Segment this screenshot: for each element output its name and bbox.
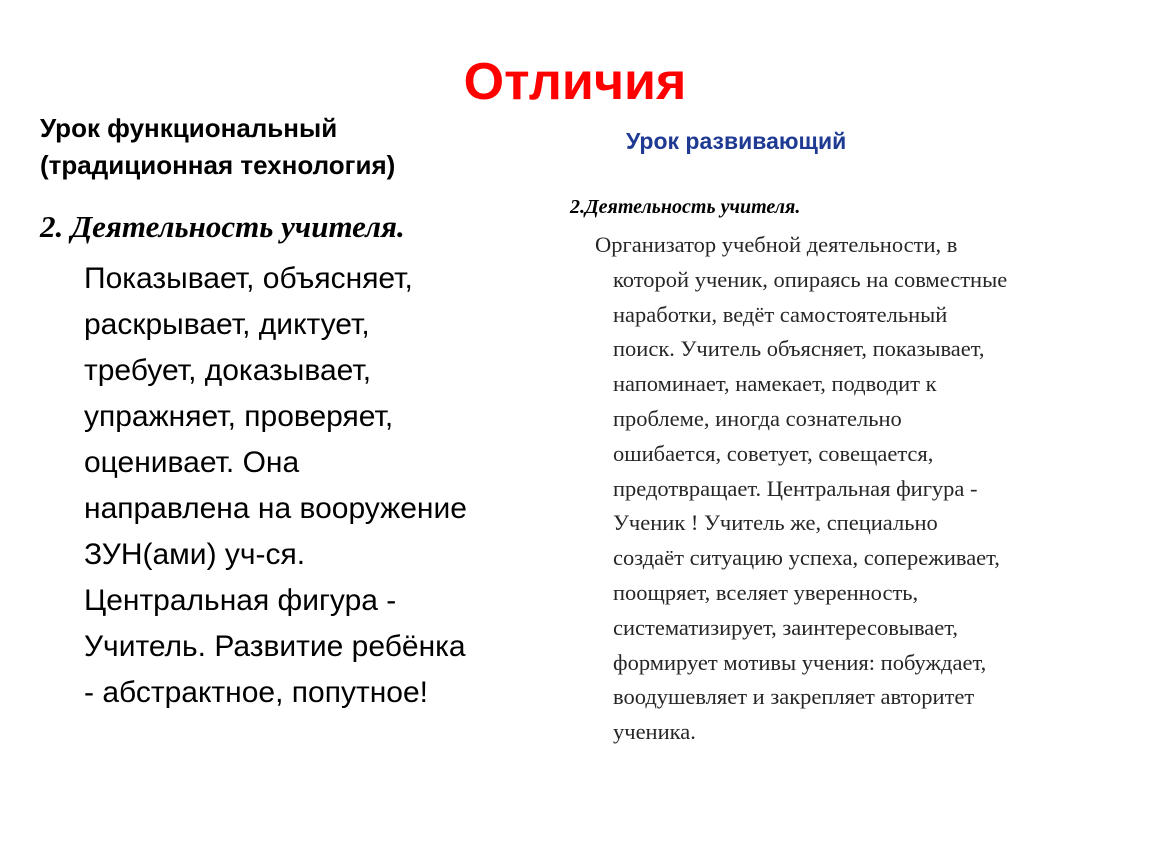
left-header-line: (традиционная технология) <box>40 150 396 180</box>
right-body-line: систематизирует, заинтересовывает, <box>613 614 959 640</box>
left-header-line: Урок функциональный <box>40 113 338 143</box>
right-body-line: ученика. <box>613 719 696 745</box>
left-body-line: Учитель. Развитие ребёнка <box>84 630 466 663</box>
right-body-line: которой ученик, опираясь на совместные <box>613 266 1008 292</box>
left-body-line: упражняет, проверяет, <box>84 400 394 433</box>
right-body-line: формирует мотивы учения: побуждает, <box>613 649 987 675</box>
left-body-line: направлена на вооружение <box>84 492 467 525</box>
right-body-text <box>595 228 1135 750</box>
right-body-line: воодушевляет и закрепляет авторитет <box>613 684 975 710</box>
right-body-line: создаёт ситуацию успеха, сопереживает, <box>613 545 1000 571</box>
left-body-line: оценивает. Она <box>84 446 300 479</box>
right-body-line: Ученик ! Учитель же, специально <box>613 510 938 536</box>
right-body-line: наработки, ведёт самостоятельный <box>613 301 948 327</box>
right-body-line: Организатор учебной деятельности, в <box>595 232 958 257</box>
left-body-line: раскрывает, диктует, <box>84 308 370 341</box>
right-body-line: ошибается, советует, совещается, <box>613 440 934 466</box>
right-body-line: поощряет, вселяет уверенность, <box>613 579 919 605</box>
right-section-heading: 2.Деятельность учителя. <box>570 196 801 218</box>
left-body-line: ЗУН(ами) уч-ся. <box>84 538 306 571</box>
slide-title: Отличия <box>463 53 687 111</box>
left-body-line: требует, доказывает, <box>84 354 372 387</box>
left-body-line: - абстрактное, попутное! <box>84 676 428 709</box>
right-body-line: напоминает, намекает, подводит к <box>613 371 937 397</box>
right-body-line: предотвращает. Центральная фигура - <box>613 475 978 501</box>
left-body-line: Центральная фигура - <box>84 584 397 617</box>
right-column-header: Урок развивающий <box>626 128 847 154</box>
left-body-line: Показывает, объясняет, <box>84 262 413 295</box>
right-body-line: проблеме, иногда сознательно <box>613 405 902 431</box>
left-body-text <box>84 256 544 716</box>
left-section-heading: 2. Деятельность учителя. <box>40 209 405 244</box>
left-column-header <box>40 110 510 184</box>
right-body-line: поиск. Учитель объясняет, показывает, <box>613 336 985 362</box>
